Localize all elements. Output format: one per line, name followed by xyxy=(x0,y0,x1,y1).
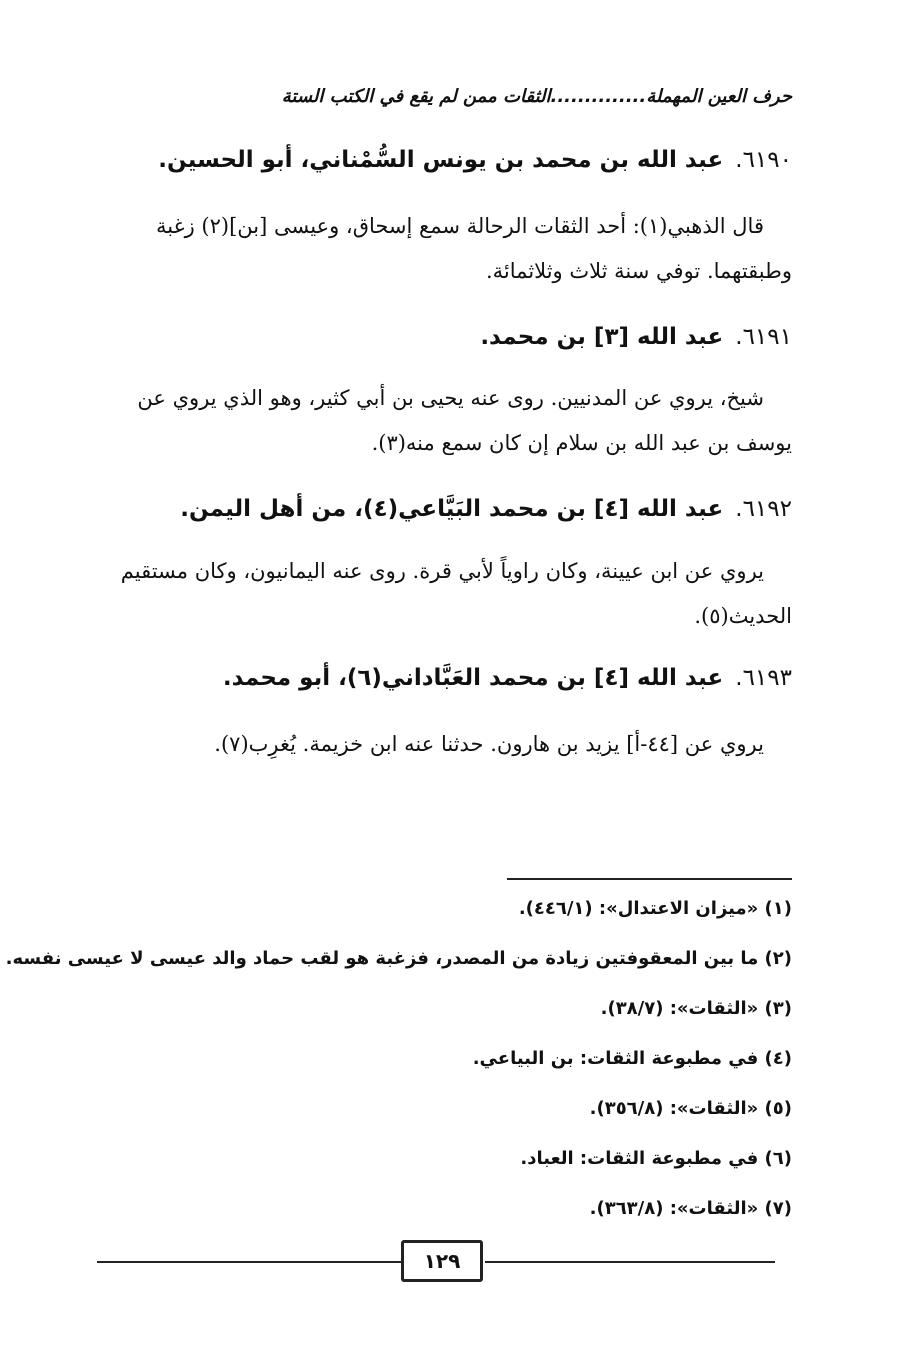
body-line: الحديث(٥). xyxy=(694,604,792,628)
body-line: شيخ، يروي عن المدنيين. روى عنه يحيى بن أبي كثير، وهو الذي يروي عن xyxy=(137,386,764,410)
entry-title-6192 xyxy=(102,496,792,522)
footnote-4: (٤) في مطبوعة الثقات: بن البياعي. xyxy=(472,1048,792,1069)
entry-title-6193 xyxy=(102,665,792,691)
entry-name: عبد الله [٣] بن محمد. xyxy=(480,324,724,350)
footer-rule-right xyxy=(485,1261,775,1263)
entry-number: ٦١٩٣. xyxy=(735,665,792,691)
page-number: ١٢٩ xyxy=(401,1240,483,1282)
entry-number: ٦١٩٢. xyxy=(735,496,792,522)
entry-number: ٦١٩١. xyxy=(735,324,792,350)
body-line: قال الذهبي(١): أحد الثقات الرحالة سمع إسحاق، وعيسى [بن](٢) زغبة xyxy=(156,214,764,238)
footnote-7: (٧) «الثقات»: (٣٦٣/٨). xyxy=(589,1198,792,1219)
entry-title-6191 xyxy=(102,324,792,350)
footnote-1: (١) «ميزان الاعتدال»: (٤٤٦/١). xyxy=(518,898,792,919)
body-line: يروي عن ابن عيينة، وكان راوياً لأبي قرة. روى عنه اليمانيون، وكان مستقيم xyxy=(120,559,764,583)
entry-number: ٦١٩٠. xyxy=(735,147,792,173)
footnote-5: (٥) «الثقات»: (٣٥٦/٨). xyxy=(589,1098,792,1119)
entry-name: عبد الله [٤] بن محمد البَيَّاعي(٤)، من أهل اليمن. xyxy=(180,496,724,522)
footnote-6: (٦) في مطبوعة الثقات: العباد. xyxy=(520,1148,792,1169)
footer-rule-left xyxy=(97,1261,402,1263)
running-header xyxy=(102,86,792,107)
footnote-separator xyxy=(507,878,792,880)
entry-body-6191 xyxy=(102,376,792,466)
header-book-title: الثقات ممن لم يقع في الكتب الستة xyxy=(281,86,551,107)
entry-title-6190 xyxy=(102,147,792,173)
footnote-3: (٣) «الثقات»: (٣٨/٧). xyxy=(600,998,792,1019)
body-line: يوسف بن عبد الله بن سلام إن كان سمع منه(٣). xyxy=(371,431,792,455)
footnote-2: (٢) ما بين المعقوفتين زيادة من المصدر، فزغبة هو لقب حماد والد عيسى لا عيسى نفسه. xyxy=(5,948,792,969)
entry-body-6192 xyxy=(102,549,792,639)
header-chapter: حرف العين المهملة xyxy=(646,86,792,107)
entry-body-6190 xyxy=(102,204,792,294)
entry-name: عبد الله بن محمد بن يونس السُّمْناني، أبو الحسين. xyxy=(158,147,724,173)
entry-body-6193 xyxy=(102,722,792,767)
body-line: يروي عن [٤٤-أ] يزيد بن هارون. حدثنا عنه ابن خزيمة. يُغرِب(٧). xyxy=(214,732,764,756)
footnotes xyxy=(5,890,792,1240)
entry-name: عبد الله [٤] بن محمد العَبَّاداني(٦)، أبو محمد. xyxy=(222,665,724,691)
body-line: وطبقتهما. توفي سنة ثلاث وثلاثمائة. xyxy=(486,259,792,283)
header-dots: .............. xyxy=(550,86,647,107)
